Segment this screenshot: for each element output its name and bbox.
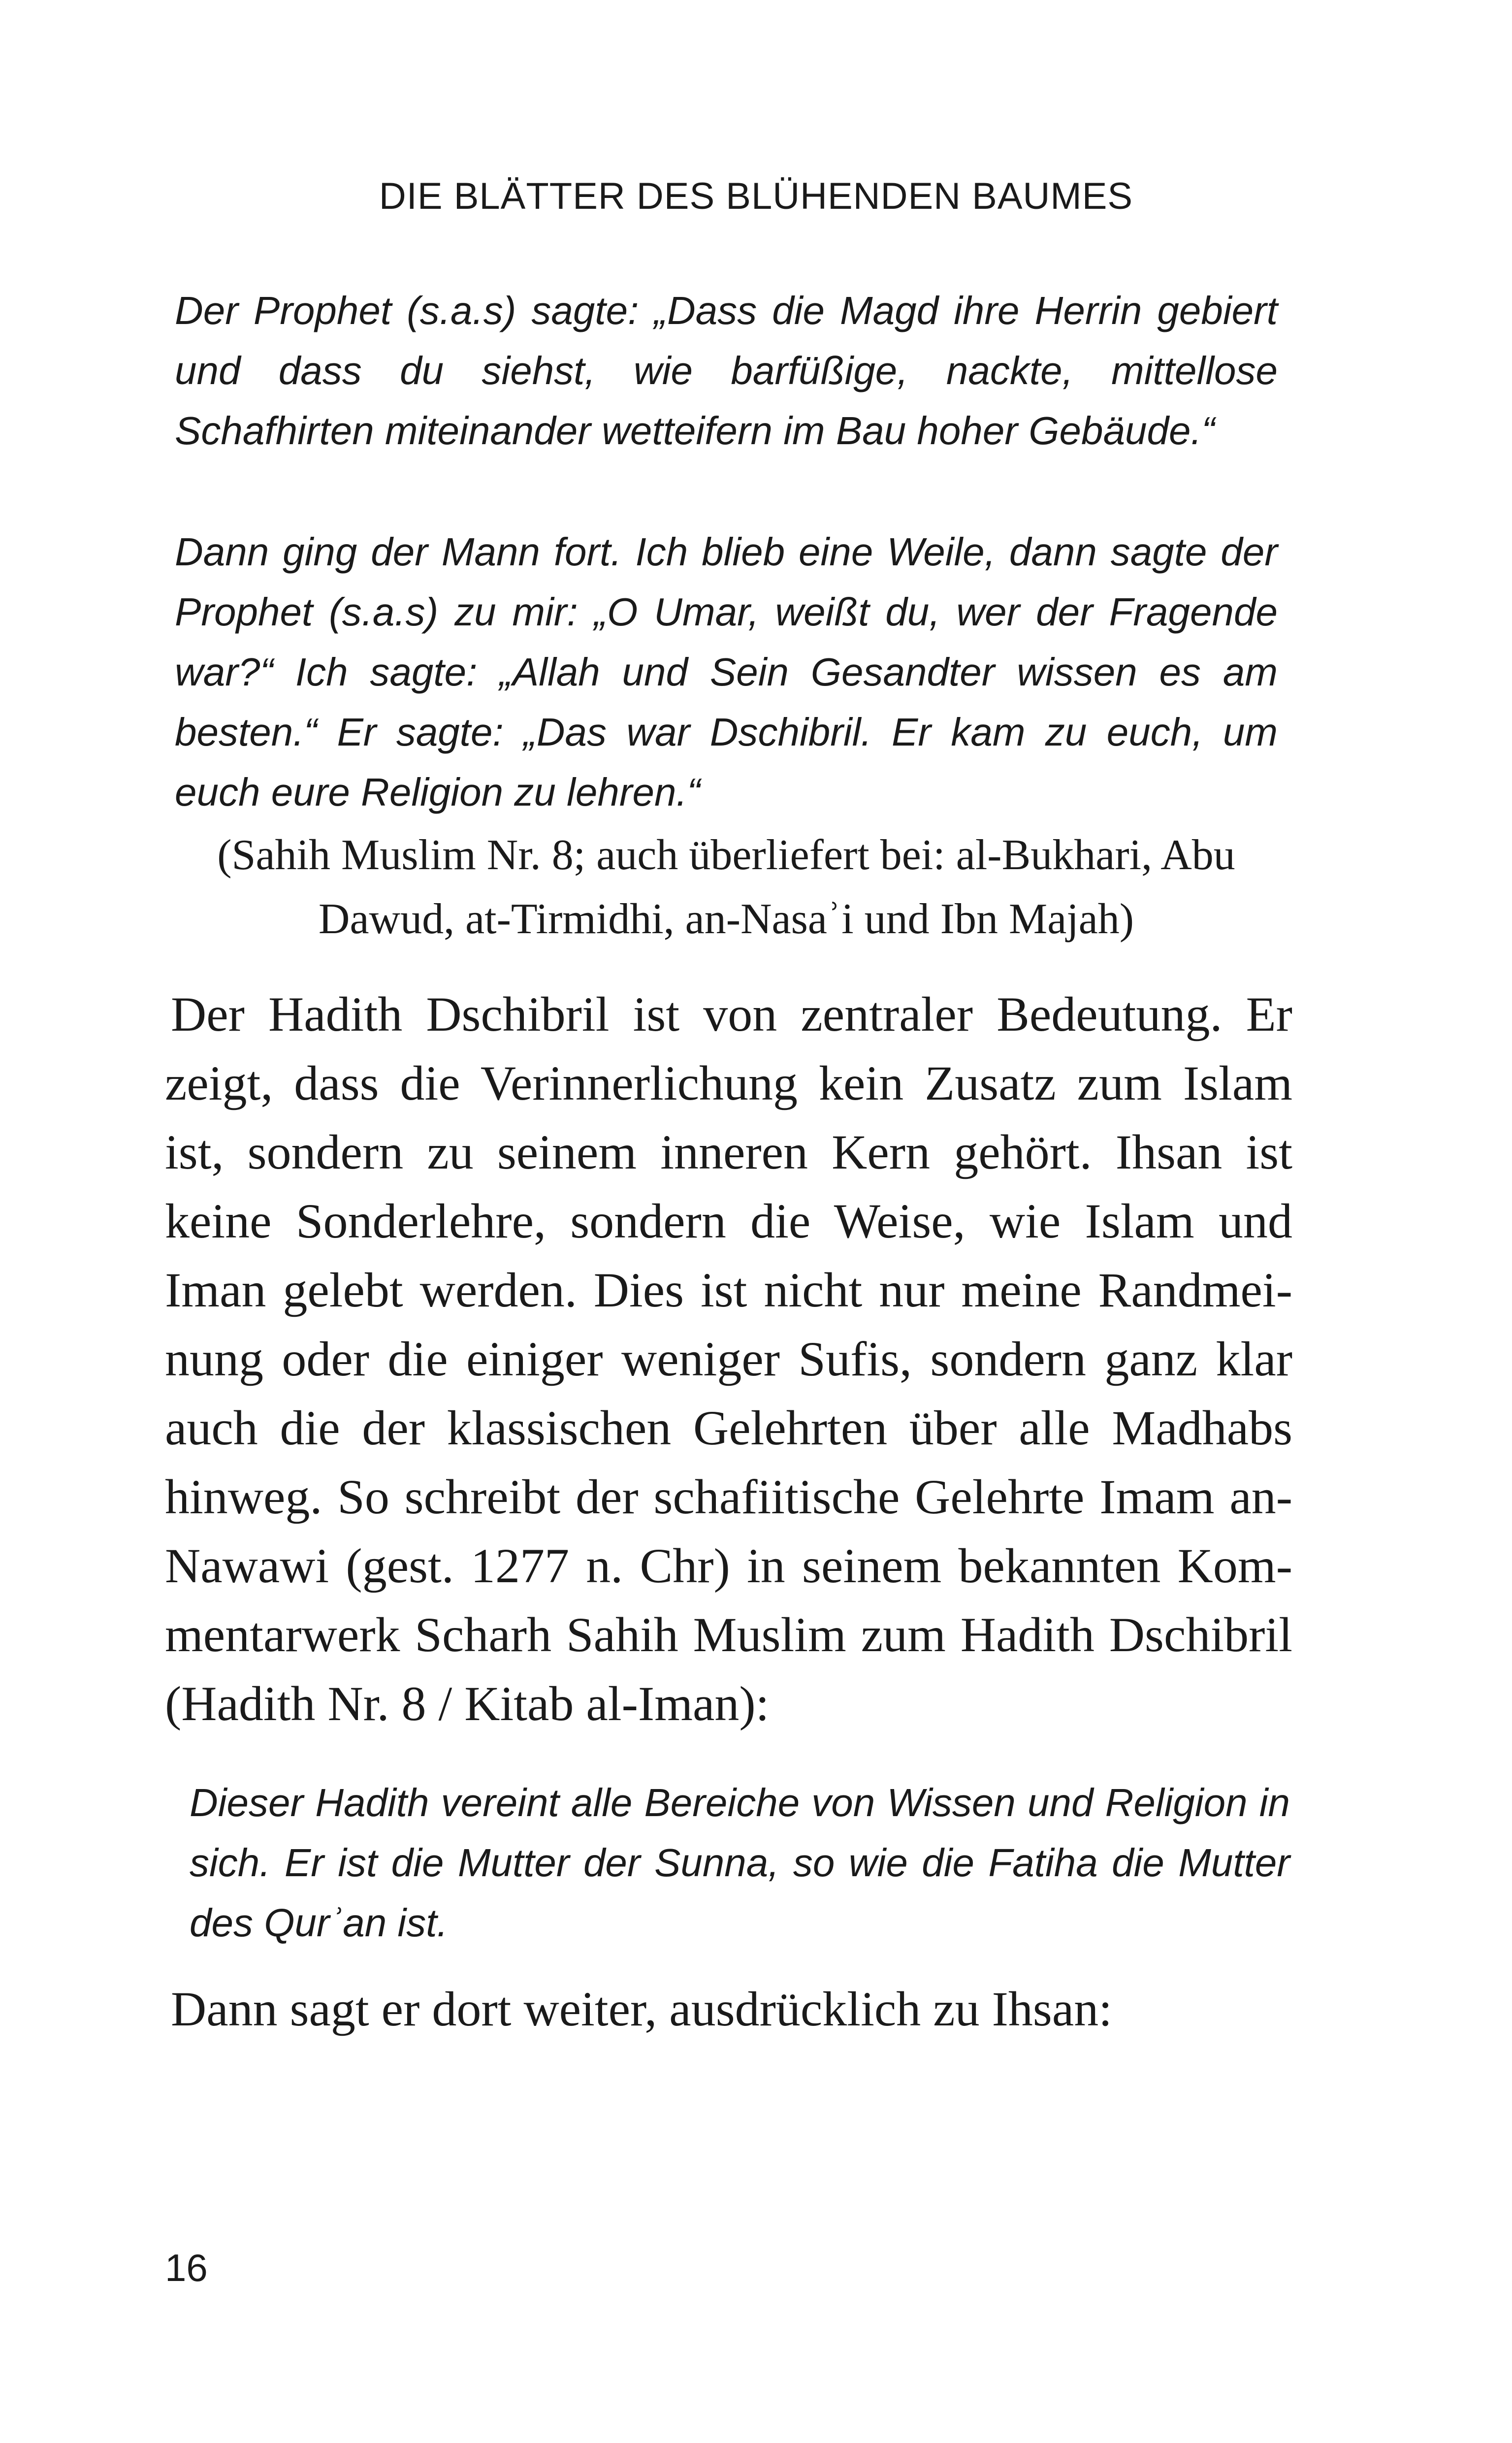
body-paragraph-2: Dann sagt er dort weiter, ausdrücklich zu Ihsan: [171, 1982, 1113, 2036]
nawawi-quote: Dieser Hadith vereint alle Bereiche von Wissen und Religion in sich. Er ist die Mutter der Sunna, so wie die Fatiha die Mutter des Qurʾan ist. [190, 1781, 1290, 1945]
hadith-quote-umar: Dann ging der Mann fort. Ich blieb eine Weile, dann sagte der Prophet (s.a.s) zu mir: „O Umar, weißt du, wer der Fragende war?“ Ich sagte: „Allah und Sein Gesandter wissen es am besten.“ Er sagte: „Das war Dschibril. Er kam zu euch, um euch eure Religion zu lehren.“ [175, 530, 1278, 814]
page-number: 16 [165, 2246, 208, 2289]
body-paragraph-1: Der Hadith Dschibril ist von zentraler Bedeutung. Er zeigt, dass die Verinnerlichung kein Zusatz zum Islam ist, sondern zu seinem inneren Kern gehört. Ihsan ist keine Sonderlehre, sondern die Weise, wie Islam und Iman gelebt werden. Dies ist nicht nur meine Randmeinung oder die einiger weniger Sufis, sondern ganz klar auch die der klassischen Gelehrten über alle Madhabs hinweg. So schreibt der schafiitische Gelehrte Imam an-Nawawi (gest. 1277 n. Chr) in seinem bekannten Kommentarwerk Scharh Sahih Muslim zum Hadith Dschibril (Hadith Nr. 8 / Kitab al-Iman): [165, 987, 1292, 1731]
running-head: DIE BLÄTTER DES BLÜHENDEN BAUMES [379, 175, 1133, 217]
hadith-source-citation: (Sahih Muslim Nr. 8; auch überliefert bei: al-Bukhari, Abu Dawud, at-Tirmidhi, an-Nasaʾi und Ibn Majah) [217, 831, 1235, 943]
hadith-quote-prophet: Der Prophet (s.a.s) sagte: „Dass die Magd ihre Herrin gebiert und dass du siehst, wie barfüßige, nackte, mittellose Schafhirten miteinander wetteifern im Bau hoher Gebäude.“ [175, 289, 1278, 453]
